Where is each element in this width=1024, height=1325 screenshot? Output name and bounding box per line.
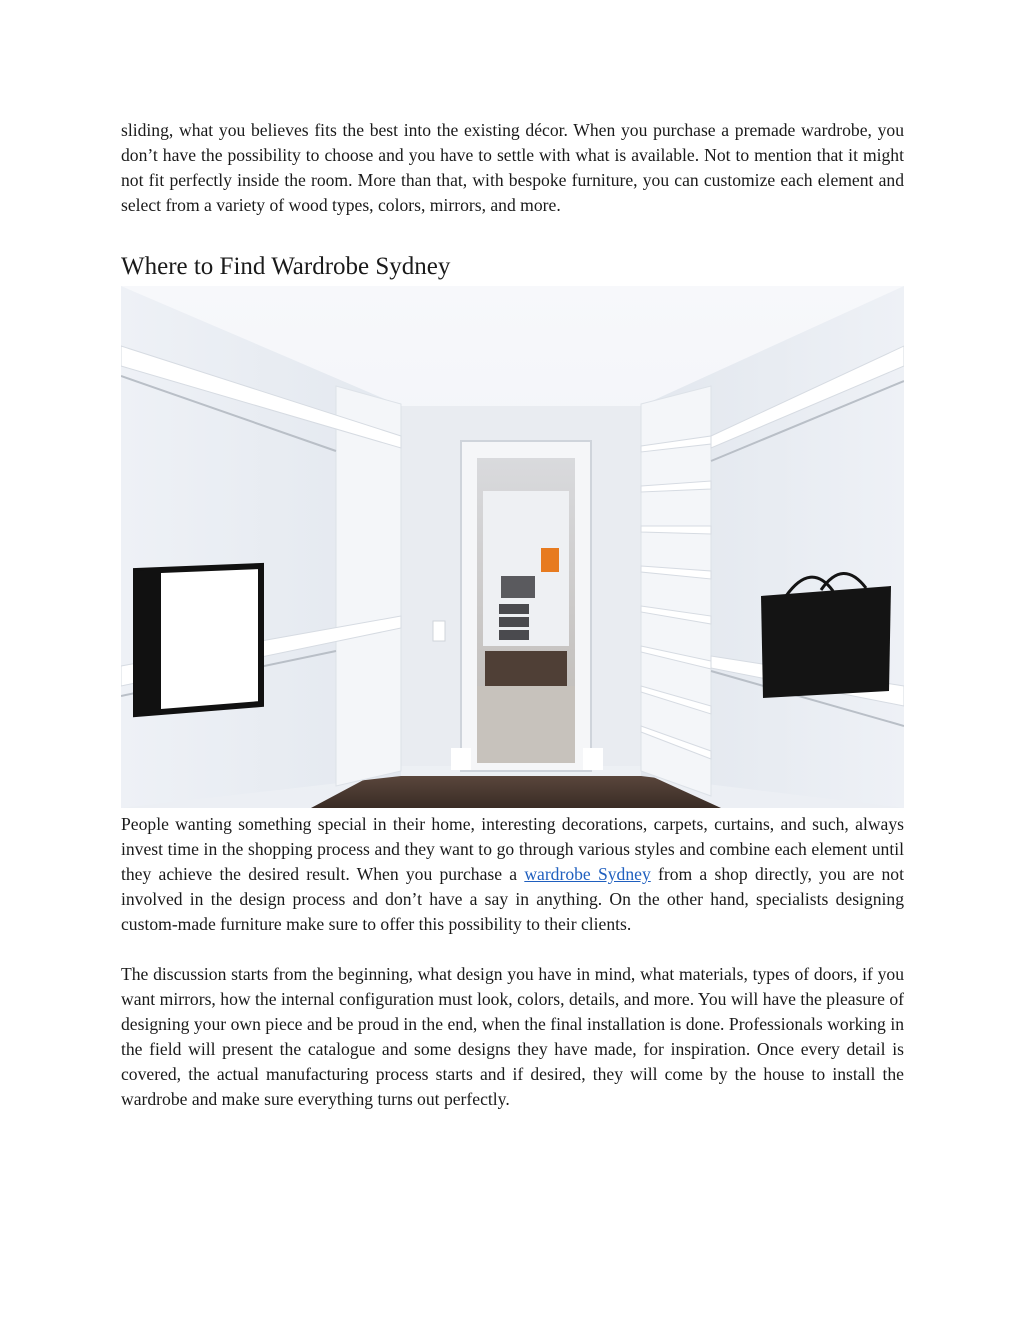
people-paragraph-text-before: People wanting something special in their home, interesting decorations, carpets, curtains, and such, always invest time in the shopping process and they want to go through various styles and combine each element until they achieve the desired result. When you purchase a [121, 814, 904, 884]
people-paragraph-text-after: from a shop directly, you are not involved in the design process and don’t have a say in anything. On the other hand, specialists designing custom-made furniture make sure to offer this possibility to their clients. [121, 864, 904, 934]
section-heading: Where to Find Wardrobe Sydney [121, 253, 451, 280]
discussion-paragraph: The discussion starts from the beginning, what design you have in mind, what materials, types of doors, if you want mirrors, how the internal configuration must look, colors, details, and more. You will have the pleasure of designing your own piece and be proud in the end, when the final installation is done. Professionals working in the field will present the catalogue and some designs they have made, for inspiration. Once every detail is covered, the actual manufacturing process starts and if desired, they will come by the house to install the wardrobe and make sure everything turns out perfectly. [121, 964, 904, 1109]
people-paragraph [121, 812, 904, 937]
document-page [121, 118, 904, 1112]
wardrobe-sydney-link[interactable]: wardrobe Sydney [524, 864, 651, 884]
intro-paragraph: sliding, what you believes fits the best into the existing décor. When you purchase a premade wardrobe, you don’t have the possibility to choose and you have to settle with what is available. Not to mention that it might not fit perfectly inside the room. More than that, with bespoke furniture, you can customize each element and select from a variety of wood types, colors, mirrors, and more. [121, 120, 904, 215]
walk-in-closet-photo [121, 286, 904, 808]
